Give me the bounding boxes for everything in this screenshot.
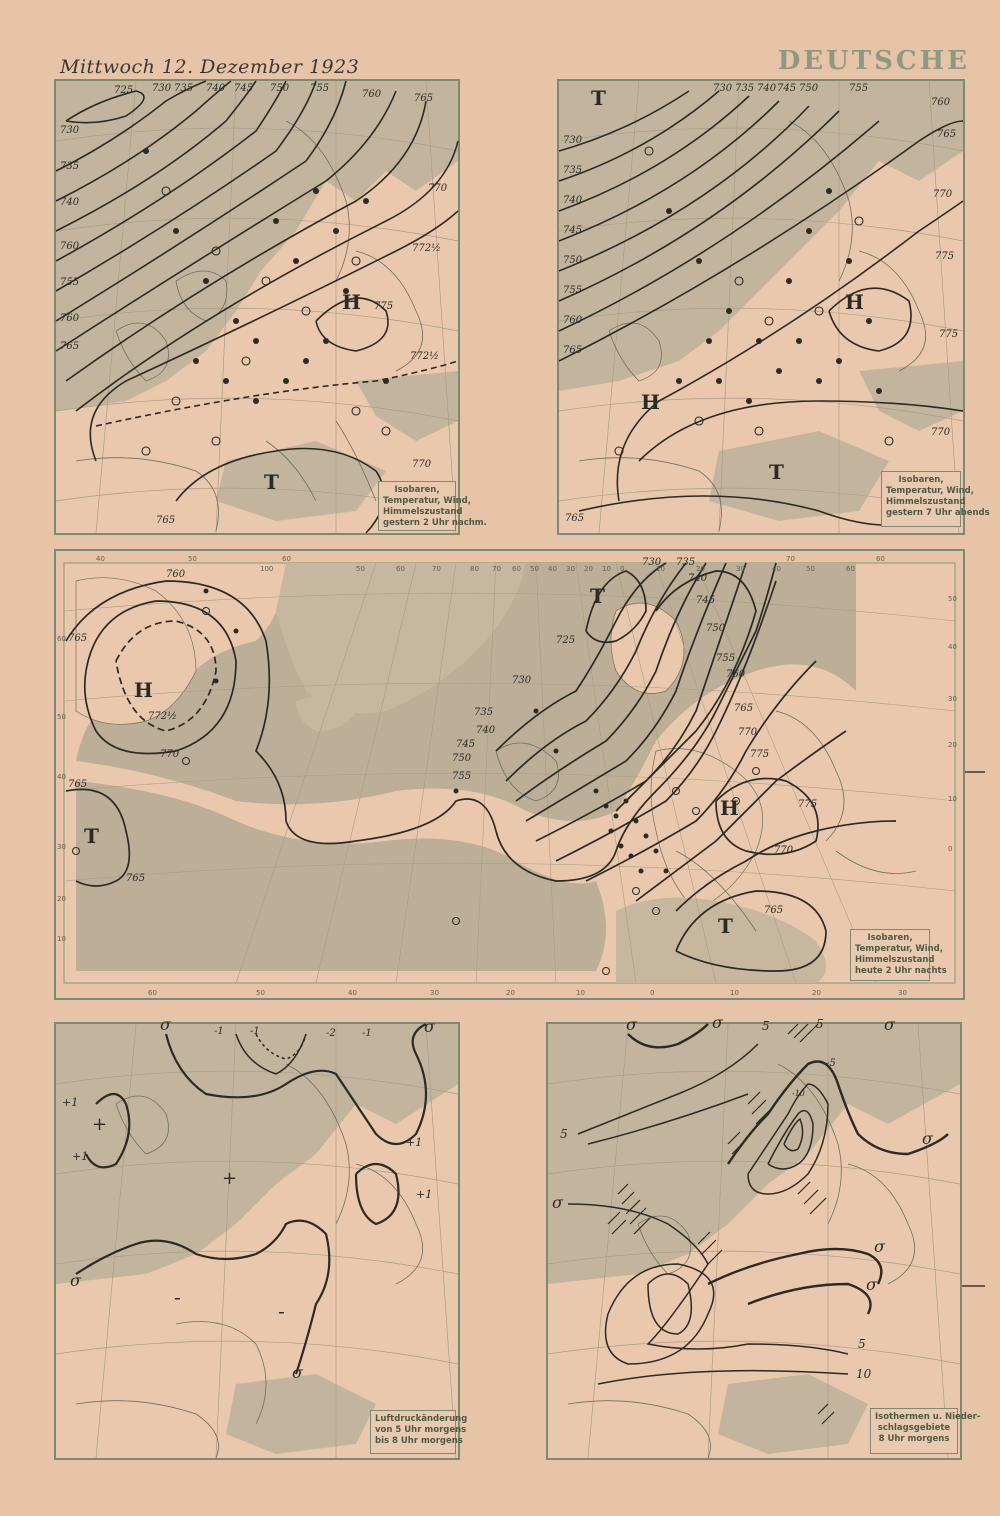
line-label: +	[92, 1114, 108, 1135]
isobar-label: 735	[174, 83, 194, 94]
line-label: -1	[362, 1028, 372, 1039]
isobar-label: 760	[563, 315, 583, 326]
map-legend	[850, 929, 947, 981]
map-legend	[881, 471, 990, 527]
isobar-label: 740	[563, 195, 583, 206]
legend-line: Isobaren,	[898, 475, 944, 485]
high-pressure-letter: H	[845, 290, 864, 314]
isobar-label: 730	[563, 135, 583, 146]
tick-label: 50	[806, 565, 815, 573]
isobar-label: 735	[735, 83, 755, 94]
legend-line: Isobaren,	[867, 933, 913, 943]
tick-label: 0	[650, 989, 655, 997]
isobar-label: 755	[716, 653, 736, 664]
isobar-label: 740	[206, 83, 226, 94]
tick-label: 10	[656, 565, 665, 573]
tick-label: 60	[57, 635, 66, 643]
isobar-label: 725	[556, 635, 576, 646]
isobar-label: 770	[160, 749, 180, 760]
low-pressure-letter: T	[591, 86, 606, 110]
masthead-title: DEUTSCHE	[777, 46, 970, 76]
isobar-label: 770	[933, 189, 953, 200]
isobar-label: 745	[777, 83, 797, 94]
isobar-label: 760	[931, 97, 951, 108]
isobar-label: 765	[126, 873, 146, 884]
tick-label: 40	[348, 989, 357, 997]
legend-line: Himmelszustand	[886, 497, 966, 507]
isobar-label: 725	[114, 85, 134, 96]
legend-line: von 5 Uhr morgens	[375, 1425, 467, 1435]
isobar-label: 765	[764, 905, 784, 916]
isobar-label: 775	[374, 301, 394, 312]
isobar-label: 765	[68, 633, 88, 644]
isobar-label: 775	[750, 749, 770, 760]
isobar-label: 755	[60, 277, 80, 288]
isobar-label: 755	[452, 771, 472, 782]
isobar-label: 755	[563, 285, 583, 296]
tick-label: 30	[948, 695, 957, 703]
line-label: 5	[762, 1019, 770, 1033]
tick-label: 30	[430, 989, 439, 997]
tick-label: 50	[188, 555, 197, 563]
tick-label: 60	[282, 555, 291, 563]
isobar-label: 730	[642, 557, 662, 568]
line-label: σ	[292, 1363, 303, 1382]
tick-label: 30	[736, 565, 745, 573]
isobar-label: 765	[734, 703, 754, 714]
tick-label: 20	[584, 565, 593, 573]
map-legend	[870, 1408, 981, 1454]
tick-label: 10	[948, 795, 957, 803]
tick-label: 70	[432, 565, 441, 573]
map-bottom-right	[546, 1013, 981, 1460]
tick-label: 20	[696, 565, 705, 573]
low-pressure-letter: T	[718, 914, 733, 938]
isobar-label: 740	[688, 573, 708, 584]
tick-label: 60	[396, 565, 405, 573]
isobar-label: 765	[565, 513, 585, 524]
map-legend	[370, 1410, 468, 1454]
handwritten-date: Mittwoch 12. Dezember 1923	[60, 56, 360, 78]
isobar-label: 775	[798, 799, 818, 810]
isobar-label: 765	[156, 515, 176, 526]
tick-label: 70	[786, 555, 795, 563]
isobar-label: 755	[849, 83, 869, 94]
legend-line: gestern 2 Uhr nachm.	[383, 518, 487, 528]
tick-label: 30	[898, 989, 907, 997]
line-label: -5	[826, 1058, 836, 1069]
isobar-label: 745	[563, 225, 583, 236]
isobar-label: 770	[774, 845, 794, 856]
line-label: -	[278, 1299, 285, 1323]
tick-label: 60	[876, 555, 885, 563]
isobar-label: 760	[726, 669, 746, 680]
isobar-label: 765	[68, 779, 88, 790]
high-pressure-letter: H	[641, 390, 660, 414]
legend-line: gestern 7 Uhr abends	[886, 508, 990, 518]
isobar-label: 760	[60, 241, 80, 252]
tick-label: 50	[256, 989, 265, 997]
line-label: -	[174, 1285, 181, 1309]
line-label: σ	[712, 1013, 723, 1032]
line-label: σ	[866, 1275, 877, 1294]
isobar-label: 740	[757, 83, 777, 94]
line-label: 10	[856, 1367, 872, 1381]
line-label: 5	[816, 1017, 824, 1031]
isobar-label: 770	[738, 727, 758, 738]
low-pressure-letter: T	[590, 584, 605, 608]
line-label: σ	[922, 1129, 933, 1148]
line-label: -1	[250, 1026, 260, 1037]
isobar-label: 765	[414, 93, 434, 104]
isobar-label: 735	[563, 165, 583, 176]
tick-label: 50	[356, 565, 365, 573]
isobar-label: 755	[310, 83, 330, 94]
isobar-label: 750	[799, 83, 819, 94]
tick-label: 60	[512, 565, 521, 573]
map-top-left	[54, 79, 487, 535]
line-label: σ	[70, 1271, 81, 1290]
line-label: σ	[424, 1017, 435, 1036]
map-legend	[378, 481, 487, 531]
tick-label: 80	[470, 565, 479, 573]
line-label: +1	[62, 1096, 79, 1109]
isobar-label: 760	[166, 569, 186, 580]
isobar-label: 730	[713, 83, 733, 94]
isobar-label: 730	[512, 675, 532, 686]
low-pressure-letter: T	[264, 470, 279, 494]
isobar-label: 750	[452, 753, 472, 764]
line-label: 5	[560, 1127, 568, 1141]
tick-label: 30	[566, 565, 575, 573]
high-pressure-letter: H	[134, 678, 153, 702]
isobar-label: 740	[60, 197, 80, 208]
isobar-label: 730	[60, 125, 80, 136]
isobar-label: 772½	[412, 243, 441, 254]
isobar-label: 772½	[148, 711, 177, 722]
legend-line: Luftdruckänderung	[375, 1414, 468, 1424]
legend-line: Himmelszustand	[383, 507, 463, 517]
tick-label: 40	[57, 773, 66, 781]
isobar-label: 750	[706, 623, 726, 634]
tick-label: 20	[948, 741, 957, 749]
isobar-label: 750	[270, 83, 290, 94]
isobar-label: 745	[234, 83, 254, 94]
legend-line: bis 8 Uhr morgens	[375, 1436, 463, 1446]
tick-label: 50	[948, 595, 957, 603]
line-label: +1	[416, 1188, 433, 1201]
legend-line: Isobaren,	[394, 485, 440, 495]
low-pressure-letter: T	[84, 824, 99, 848]
tick-label: 20	[506, 989, 515, 997]
tick-label: 50	[57, 713, 66, 721]
isobar-label: 735	[60, 161, 80, 172]
tick-label: 50	[530, 565, 539, 573]
isobar-label: 760	[60, 313, 80, 324]
line-label: -1	[214, 1026, 224, 1037]
isobar-label: 735	[474, 707, 494, 718]
isobar-label: 765	[563, 345, 583, 356]
tick-label: 20	[57, 895, 66, 903]
tick-label: 10	[730, 989, 739, 997]
line-label: 5	[858, 1337, 866, 1351]
isobar-label: 772½	[410, 351, 439, 362]
isobar-label: 765	[937, 129, 957, 140]
line-label: +	[222, 1168, 238, 1189]
legend-line: Temperatur, Wind,	[855, 944, 943, 954]
tick-label: 40	[96, 555, 105, 563]
line-label: σ	[874, 1237, 885, 1256]
tick-label: 40	[548, 565, 557, 573]
isobar-label: 770	[412, 459, 432, 470]
legend-line: heute 2 Uhr nachts	[855, 966, 947, 976]
isobar-label: 770	[428, 183, 448, 194]
tick-label: 10	[602, 565, 611, 573]
isobar-label: 775	[935, 251, 955, 262]
legend-line: Himmelszustand	[855, 955, 935, 965]
isobar-label: 775	[939, 329, 959, 340]
tick-label: 0	[620, 565, 625, 573]
line-label: +1	[406, 1136, 423, 1149]
legend-line: Temperatur, Wind,	[886, 486, 974, 496]
tick-label: 60	[148, 989, 157, 997]
line-label: -10	[792, 1089, 805, 1098]
line-label: σ	[160, 1015, 171, 1034]
line-label: σ	[884, 1015, 895, 1034]
tick-label: 70	[492, 565, 501, 573]
map-main	[54, 549, 965, 1000]
tick-label: 0	[948, 845, 953, 853]
isobar-label: 770	[931, 427, 951, 438]
isobar-label: 760	[362, 89, 382, 100]
isobar-label: 745	[456, 739, 476, 750]
isobar-label: 740	[476, 725, 496, 736]
tick-label: 10	[57, 935, 66, 943]
high-pressure-letter: H	[720, 796, 739, 820]
tick-label: 40	[948, 643, 957, 651]
line-label: σ	[552, 1193, 563, 1212]
isobar-label: 745	[696, 595, 716, 606]
high-pressure-letter: H	[342, 290, 361, 314]
map-top-right	[557, 79, 990, 535]
isobar-label: 765	[60, 341, 80, 352]
tick-label: 30	[57, 843, 66, 851]
line-label: +1	[72, 1150, 89, 1163]
tick-label: 20	[812, 989, 821, 997]
legend-line: Temperatur, Wind,	[383, 496, 471, 506]
line-label: -2	[326, 1028, 336, 1039]
legend-line: 8 Uhr morgens	[878, 1434, 950, 1444]
tick-label: 10	[576, 989, 585, 997]
tick-label: 100	[260, 565, 274, 573]
legend-line: Isothermen u. Nieder-	[875, 1412, 981, 1422]
tick-label: 40	[772, 565, 781, 573]
isobar-label: 750	[563, 255, 583, 266]
map-bottom-left	[54, 1015, 468, 1460]
tick-label: 60	[846, 565, 855, 573]
legend-line: schlagsgebiete	[877, 1423, 951, 1433]
isobar-label: 730	[152, 83, 172, 94]
isobar-label: 735	[676, 557, 696, 568]
low-pressure-letter: T	[769, 460, 784, 484]
line-label: σ	[626, 1015, 637, 1034]
